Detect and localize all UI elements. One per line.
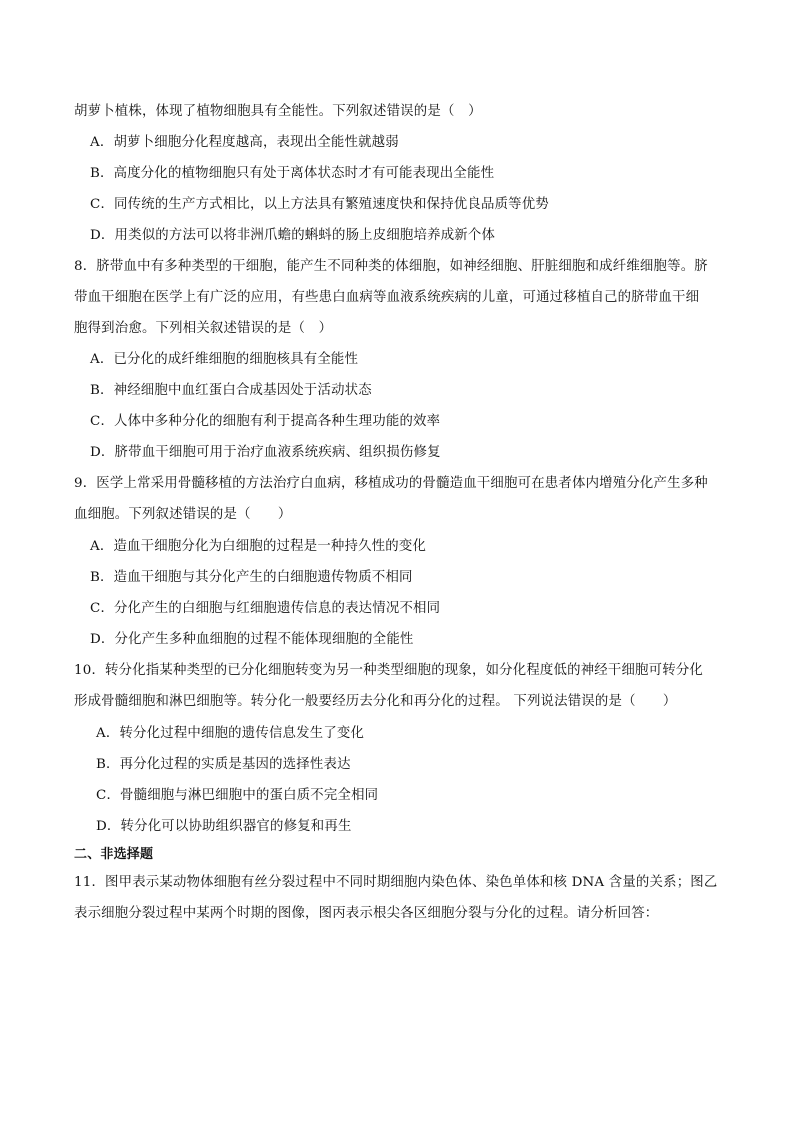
q7-stem-tail: 胡萝卜植株，体现了植物细胞具有全能性。下列叙述错误的是（ ）: [74, 104, 482, 119]
q7-option-d: D．用类似的方法可以将非洲爪蟾的蝌蚪的肠上皮细胞培养成新个体: [90, 228, 496, 243]
q10-stem-line1: 10．转分化指某种类型的已分化细胞转变为另一种类型细胞的现象，如分化程度低的神经干细胞可转分化: [74, 663, 704, 678]
q9-stem-line1: 9．医学上常采用骨髓移植的方法治疗白血病，移植成功的骨髓造血干细胞可在患者体内增殖分化产生多种: [74, 476, 708, 491]
q8-option-c: C．人体中多种分化的细胞有利于提高各种生理功能的效率: [90, 414, 441, 429]
q9-option-d: D．分化产生多种血细胞的过程不能体现细胞的全能性: [90, 632, 414, 647]
section-heading: 二、非选择题: [74, 847, 154, 862]
q10-stem-line2: 形成骨髓细胞和淋巴细胞等。转分化一般要经历去分化和再分化的过程。 下列说法错误的是（ ）: [74, 694, 677, 709]
q9-option-c: C．分化产生的白细胞与红细胞遗传信息的表达情况不相同: [90, 601, 441, 616]
q9-option-b: B．造血干细胞与其分化产生的白细胞遗传物质不相同: [90, 570, 413, 585]
q9-option-a: A．造血干细胞分化为白细胞的过程是一种持久性的变化: [90, 539, 427, 554]
q11-stem-line1: 11．图甲表示某动物体细胞有丝分裂过程中不同时期细胞内染色体、染色单体和核 DNA 含量的关系；图乙: [74, 875, 718, 890]
q7-option-c: C．同传统的生产方式相比，以上方法具有繁殖速度快和保持优良品质等优势: [90, 197, 549, 212]
q8-stem-line1: 8．脐带血中有多种类型的干细胞，能产生不同种类的体细胞，如神经细胞、肝脏细胞和成纤维细胞等。脐: [74, 259, 708, 274]
q8-option-d: D．脐带血干细胞可用于治疗血液系统疾病、组织损伤修复: [90, 445, 441, 460]
q7-option-a: A．胡萝卜细胞分化程度越高，表现出全能性就越弱: [90, 135, 399, 150]
q8-option-b: B．神经细胞中血红蛋白合成基因处于活动状态: [90, 383, 372, 398]
q10-option-a: A．转分化过程中细胞的遗传信息发生了变化: [96, 726, 365, 741]
q9-stem-line2: 血细胞。下列叙述错误的是（ ）: [74, 507, 292, 522]
q7-option-b: B．高度分化的植物细胞只有处于离体状态时才有可能表现出全能性: [90, 166, 495, 181]
q10-option-d: D．转分化可以协助组织器官的修复和再生: [96, 819, 352, 834]
q10-option-b: B．再分化过程的实质是基因的选择性表达: [96, 757, 351, 772]
q8-stem-line2: 带血干细胞在医学上有广泛的应用，有些患白血病等血液系统疾病的儿童，可通过移植自己的脐带血干细: [74, 290, 700, 305]
q8-option-a: A．已分化的成纤维细胞的细胞核具有全能性: [90, 352, 359, 367]
q10-option-c: C．骨髓细胞与淋巴细胞中的蛋白质不完全相同: [96, 788, 379, 803]
q11-stem-line2: 表示细胞分裂过程中某两个时期的图像，图丙表示根尖各区细胞分裂与分化的过程。请分析回答：: [74, 906, 659, 921]
q8-stem-line3: 胞得到治愈。下列相关叙述错误的是（ ）: [74, 321, 333, 336]
